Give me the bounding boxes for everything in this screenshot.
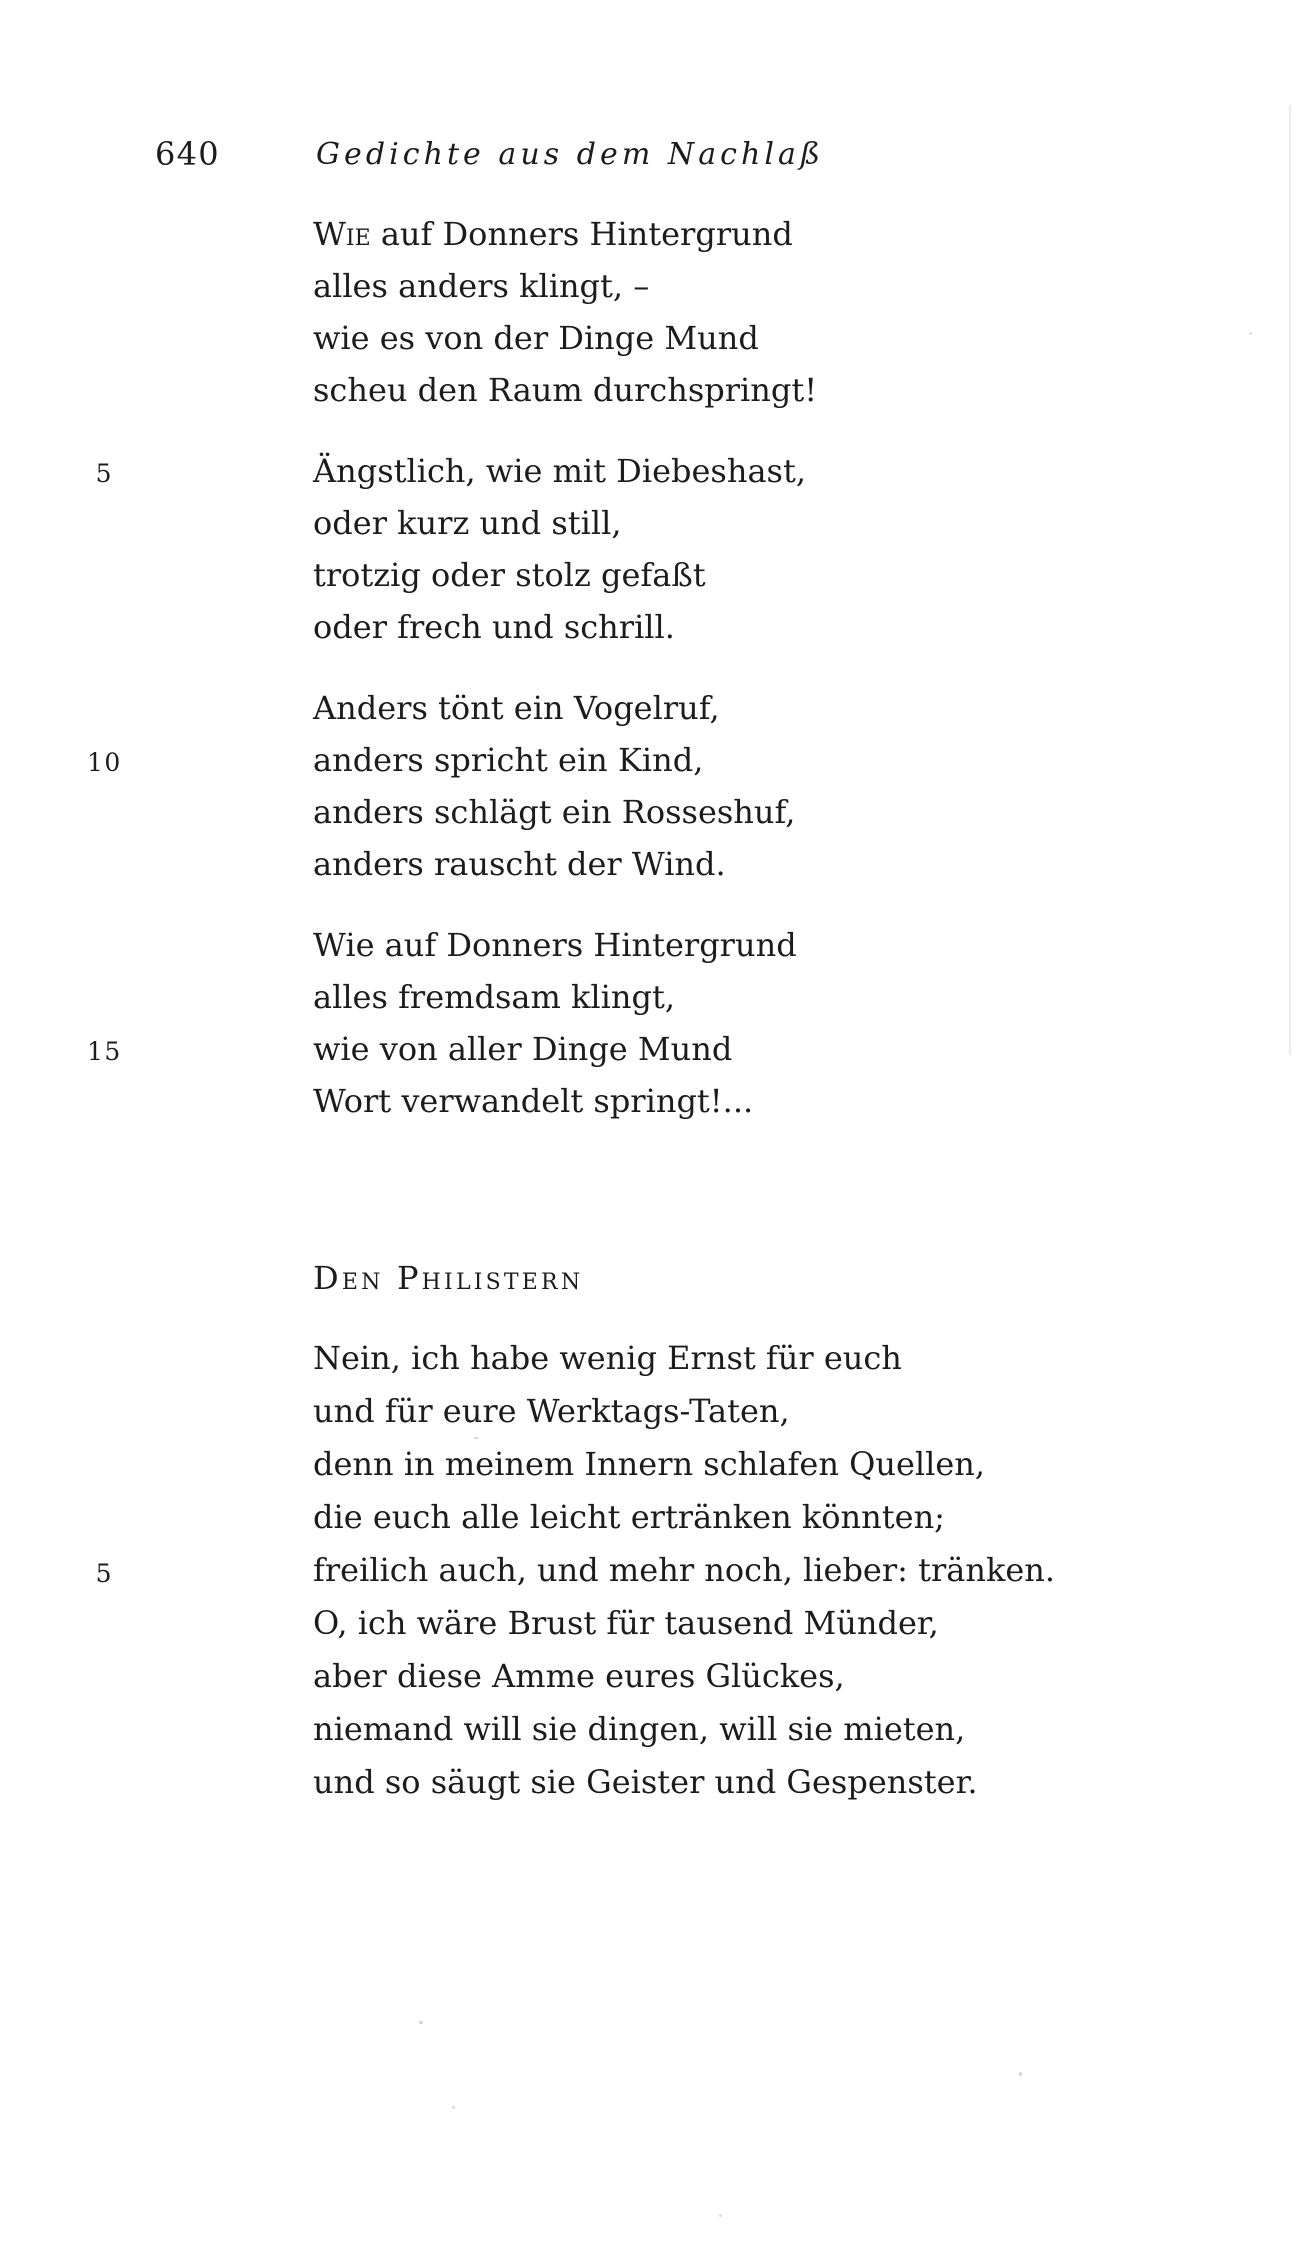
scan-speck: [1249, 332, 1252, 335]
poem-line-text: scheu den Raum durchspringt!: [313, 371, 818, 409]
poem-line: [87, 1023, 1163, 1075]
poem-line: [313, 1703, 1163, 1756]
page-number: 640: [155, 135, 220, 173]
stanza: [95, 445, 1163, 653]
line-number: 15: [87, 1037, 122, 1066]
poem-line-text: freilich auch, und mehr noch, lieber: tränken.: [313, 1551, 1056, 1589]
poem-line: [313, 919, 1163, 971]
poem: [87, 208, 1163, 1127]
poem-line-text: oder kurz und still,: [313, 504, 622, 542]
poem-line-text: wie von aller Dinge Mund: [313, 1030, 733, 1068]
poem-line-text: auf Donners Hintergrund: [370, 215, 793, 253]
poem-line-text: denn in meinem Innern schlafen Quellen,: [313, 1445, 986, 1483]
poem-line-text: anders schlägt ein Rosseshuf,: [313, 793, 796, 831]
poem-line-text: und für eure Werktags-Taten,: [313, 1392, 790, 1430]
poem-line-text: oder frech und schrill.: [313, 608, 675, 646]
poem-line: [95, 1544, 1163, 1597]
poem-line-text: Nein, ich habe wenig Ernst für euch: [313, 1339, 902, 1377]
poem-line-leadword: Wie: [313, 215, 371, 253]
poem-line-text: alles fremdsam klingt,: [313, 978, 675, 1016]
poem-line-text: aber diese Amme eures Glückes,: [313, 1657, 845, 1695]
poem-line-text: wie es von der Dinge Mund: [313, 319, 759, 357]
page-edge-line: [1289, 105, 1291, 1055]
scan-speck: [452, 2106, 455, 2109]
poem-line: [313, 838, 1163, 890]
stanza: [95, 1332, 1163, 1809]
poem-line: [95, 445, 1163, 497]
poem-line: [313, 497, 1163, 549]
poem-line-text: anders rauscht der Wind.: [313, 845, 726, 883]
poem-line-text: anders spricht ein Kind,: [313, 741, 704, 779]
poem-line: [313, 312, 1163, 364]
running-header-title: Gedichte aus dem Nachlaß: [316, 137, 825, 172]
poem-line: [313, 786, 1163, 838]
line-number: 5: [95, 1559, 113, 1588]
poem-line: [313, 364, 1163, 416]
poem-line: [313, 208, 1163, 260]
poem-line-text: O, ich wäre Brust für tausend Münder,: [313, 1604, 939, 1642]
poem-line: [313, 601, 1163, 653]
poem-line: [313, 971, 1163, 1023]
poem-line: [313, 1075, 1163, 1127]
poem-line-text: alles anders klingt, –: [313, 267, 650, 305]
poem-line: [313, 682, 1163, 734]
poem-line-text: trotzig oder stolz gefaßt: [313, 556, 706, 594]
scan-speck: [719, 2214, 722, 2217]
poem-line: [313, 1597, 1163, 1650]
poem-line: [87, 734, 1163, 786]
poem-line-text: die euch alle leicht ertränken könnten;: [313, 1498, 945, 1536]
poem-line-text: Anders tönt ein Vogelruf,: [313, 689, 720, 727]
poem-line: [313, 260, 1163, 312]
poem-line: [313, 1491, 1163, 1544]
poem-line-text: Wort verwandelt springt!...: [313, 1082, 754, 1120]
poem-line-text: Ängstlich, wie mit Diebeshast,: [313, 452, 806, 490]
poem-line: [313, 549, 1163, 601]
stanza: [87, 919, 1163, 1127]
poem-heading: Den Philistern: [313, 1259, 584, 1297]
scan-speck: [1019, 2072, 1022, 2076]
stanza: [313, 208, 1163, 416]
scan-speck: [419, 2021, 423, 2024]
line-number: 5: [95, 459, 113, 488]
poem-line: [313, 1385, 1163, 1438]
poem-line-text: Wie auf Donners Hintergrund: [313, 926, 797, 964]
poem-line: [313, 1756, 1163, 1809]
poem-line: [313, 1332, 1163, 1385]
poem-line-text: und so säugt sie Geister und Gespenster.: [313, 1763, 978, 1801]
poem-line: [313, 1438, 1163, 1491]
poem-line-text: niemand will sie dingen, will sie mieten,: [313, 1710, 966, 1748]
poem: [95, 1252, 1163, 1809]
poem-line: [313, 1650, 1163, 1703]
stanza: [87, 682, 1163, 890]
poems: [87, 208, 1163, 1809]
line-number: 10: [87, 748, 122, 777]
